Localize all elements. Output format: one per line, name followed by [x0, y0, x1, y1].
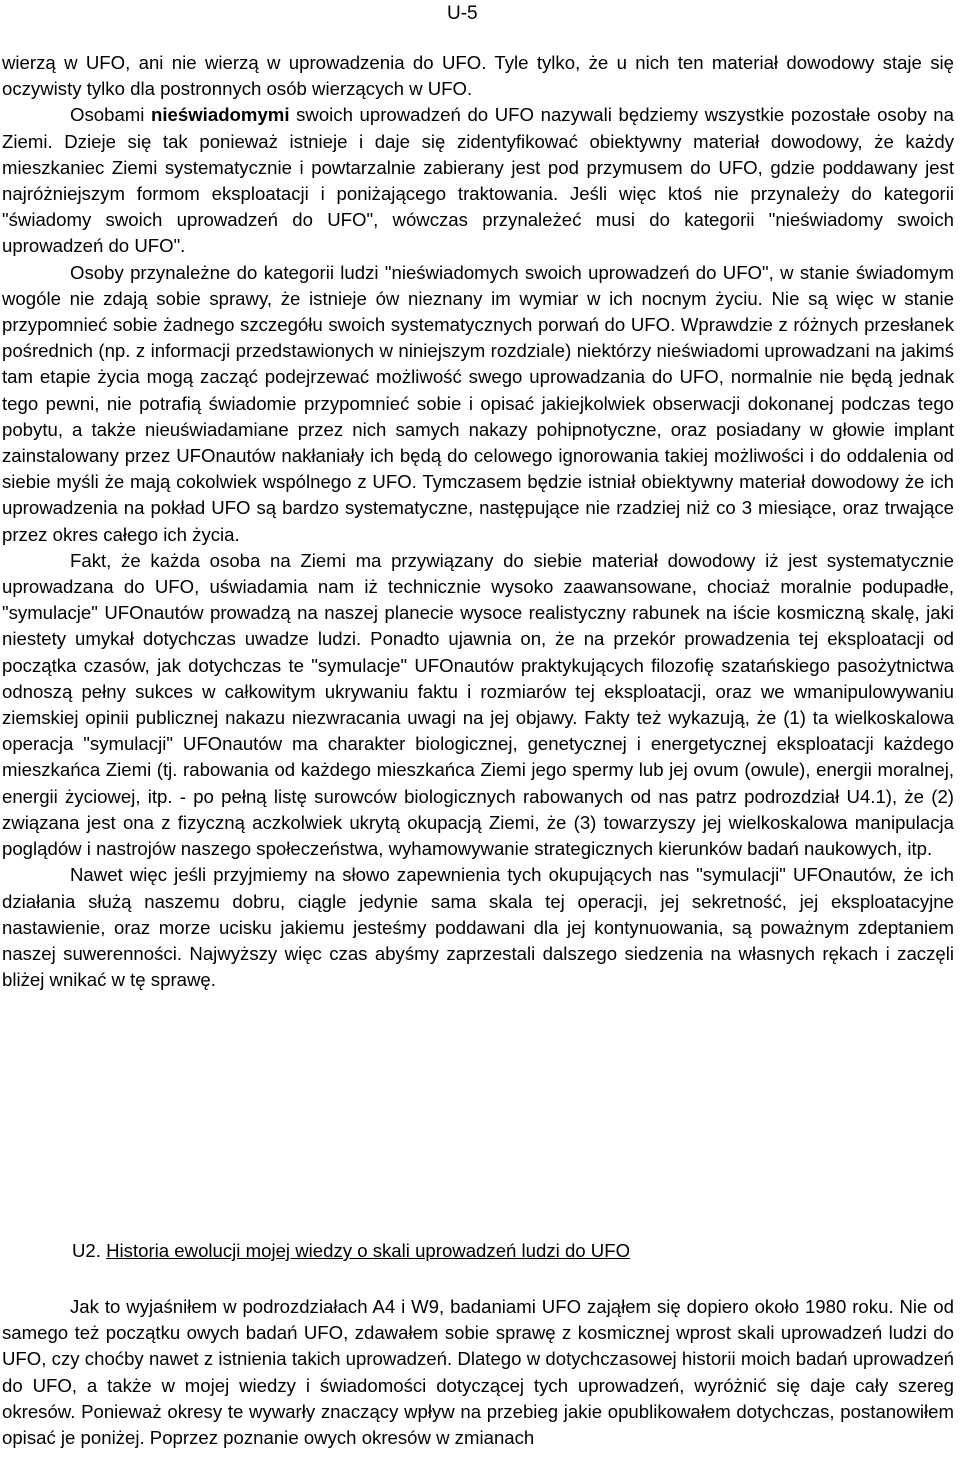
section-title: Historia ewolucji mojej wiedzy o skali uprowadzeń ludzi do UFO [106, 1240, 631, 1261]
section-heading [72, 1238, 630, 1264]
section-paragraph: Jak to wyjaśniłem w podrozdziałach A4 i W9, badaniami UFO zająłem się dopiero około 1980 roku. Nie od samego też początku owych badań UFO, zdawałem sobie sprawę z kosmicznej wprost skali uprowadzeń ludzi do UFO, czy choćby nawet z istnienia takich uprowadzeń. Dlatego w dotychczasowej historii moich badań uprowadzeń do UFO, a także w mojej wiedzy i świadomości dotyczącej tych uprowadzeń, wyróżnić się daje cały szereg okresów. Ponieważ okresy te wywarły znaczący wpływ na przebieg jakie opublikowałem dotychczas, postanowiłem opisać je poniżej. Poprzez poznanie owych okresów w zmianach [2, 1296, 954, 1449]
paragraph-evidence-fact: Fakt, że każda osoba na Ziemi ma przywiązany do siebie materiał dowodowy iż jest systematycznie uprowadzana do UFO, uświadamia nam iż technicznie wysoko zaawansowane, chociaż moralnie podupadłe, "symulacje" UFOnautów prowadzą na naszej planecie wysoce realistyczny rabunek na iście kosmiczną skalę, jaki niestety umykał dotychczas uwadze ludzi. Ponadto ujawnia on, że na przekór prowadzenia tej eksploatacji od początka czasów, jak dotychczas te "symulacje" UFOnautów praktykujących filozofię szatańskiego pasożytnictwa odnoszą pełny sukces w całkowitym ukrywaniu faktu i rozmiarów tej eksploatacji, oraz we wmanipulowywaniu ziemskiej opinii publicznej nakazu niezwracania uwagi na jej objawy. Fakty też wykazują, że (1) ta wielkoskalowa operacja "symulacji" UFOnautów ma charakter biologicznej, genetycznej i energetycznej eksploatacji każdego mieszkańca Ziemi (tj. rabowania od każdego mieszkańca Ziemi jego spermy lub jej ovum (owule), energii moralnej, energii życiowej, itp. - po pełną listę surowców biologicznych rabowanych od nas patrz podrozdział U4.1), że (2) związana jest ona z fizyczną aczkolwiek ukrytą okupacją Ziemi, że (3) towarzyszy jej wielkoskalowa manipulacja poglądów i nastrojów naszego społeczeństwa, wyhamowywanie strategicznych kierunków badań naukowych, itp. [2, 549, 954, 860]
paragraph-continuation: wierzą w UFO, ani nie wierzą w uprowadzenia do UFO. Tyle tylko, że u nich ten materiał dowodowy staje się oczywisty tylko dla postronnych osób wierzących w UFO. [2, 52, 954, 100]
main-text [2, 50, 954, 993]
bold-term-nieswiadomymi: nieświadomymi [151, 104, 290, 126]
paragraph-unaware-persons: Osoby przynależne do kategorii ludzi "nieświadomych swoich uprowadzeń do UFO", w stanie świadomym wogóle nie zdają sobie sprawy, że istnieje ów nieznany im wymiar w ich nocnym życiu. Nie są więc w stanie przypomnieć sobie żadnego szczegółu swoich systematycznych porwań do UFO. Wprawdzie z różnych przesłanek pośrednich (np. z informacji przedstawionych w niniejszym rozdziale) niektórzy nieświadomi uprowadzani na jakimś tam etapie życia mogą zacząć podejrzewać możliwość swego uprowadzania do UFO, normalnie nie będą jednak tego pewni, nie potrafią świadomie przypomnieć sobie i opisać jakiejkolwiek obserwacji dokonanej podczas tego pobytu, a także nieuświadamiane przez nich samych nakazy pohipnotyczne, oraz posiadany w głowie implant zainstalowany przez UFOnautów nakłaniały ich będą do celowego ignorowania takiej możliwości i do oddalenia od siebie myśli że mają cokolwiek wspólnego z UFO. Tymczasem będzie istniał obiektywny materiał dowodowy że ich uprowadzenia na pokład UFO są bardzo systematyczne, następujące nie rzadziej niż co 3 miesiące, oraz trwające przez okres całego ich życia. [2, 261, 954, 545]
paragraph-unaware-definition [2, 102, 954, 259]
section-number: U2. [72, 1240, 101, 1261]
page-number: U-5 [447, 3, 478, 24]
paragraph-conclusion: Nawet więc jeśli przyjmiemy na słowo zapewnienia tych okupujących nas "symulacji" UFOnautów, że ich działania służą naszemu dobru, ciągle jedynie sama skala tej operacji, jej sekretność, jej eksploatacyjne nastawienie, oraz morze ucisku jakiemu jesteśmy poddawani dla jej kontynuowania, są poważnym zdeptaniem naszej suwerenności. Najwyższy więc czas abyśmy zaprzestali dalszego siedzenia na własnych rękach i zaczęli bliżej wnikać w tę sprawę. [2, 864, 954, 991]
section-text [2, 1294, 954, 1451]
paragraph-text-post: swoich uprowadzeń do UFO nazywali będziemy wszystkie pozostałe osoby na Ziemi. Dzieje się tak ponieważ istnieje i daje się zidentyfikować obiektywny materiał dowodowy, że każdy mieszkaniec Ziemi systematycznie i powtarzalnie zabierany jest pod przymusem do UFO, gdzie poddawany jest najróżniejszym formom eksploatacji i poniżającego traktowania. Jeśli więc ktoś nie przynależy do kategorii "świadomy swoich uprowadzeń do UFO", wówczas przynależeć musi do kategorii "nieświadomy swoich uprowadzeń do UFO". [2, 104, 954, 257]
paragraph-text-pre: Osobami [70, 104, 152, 126]
